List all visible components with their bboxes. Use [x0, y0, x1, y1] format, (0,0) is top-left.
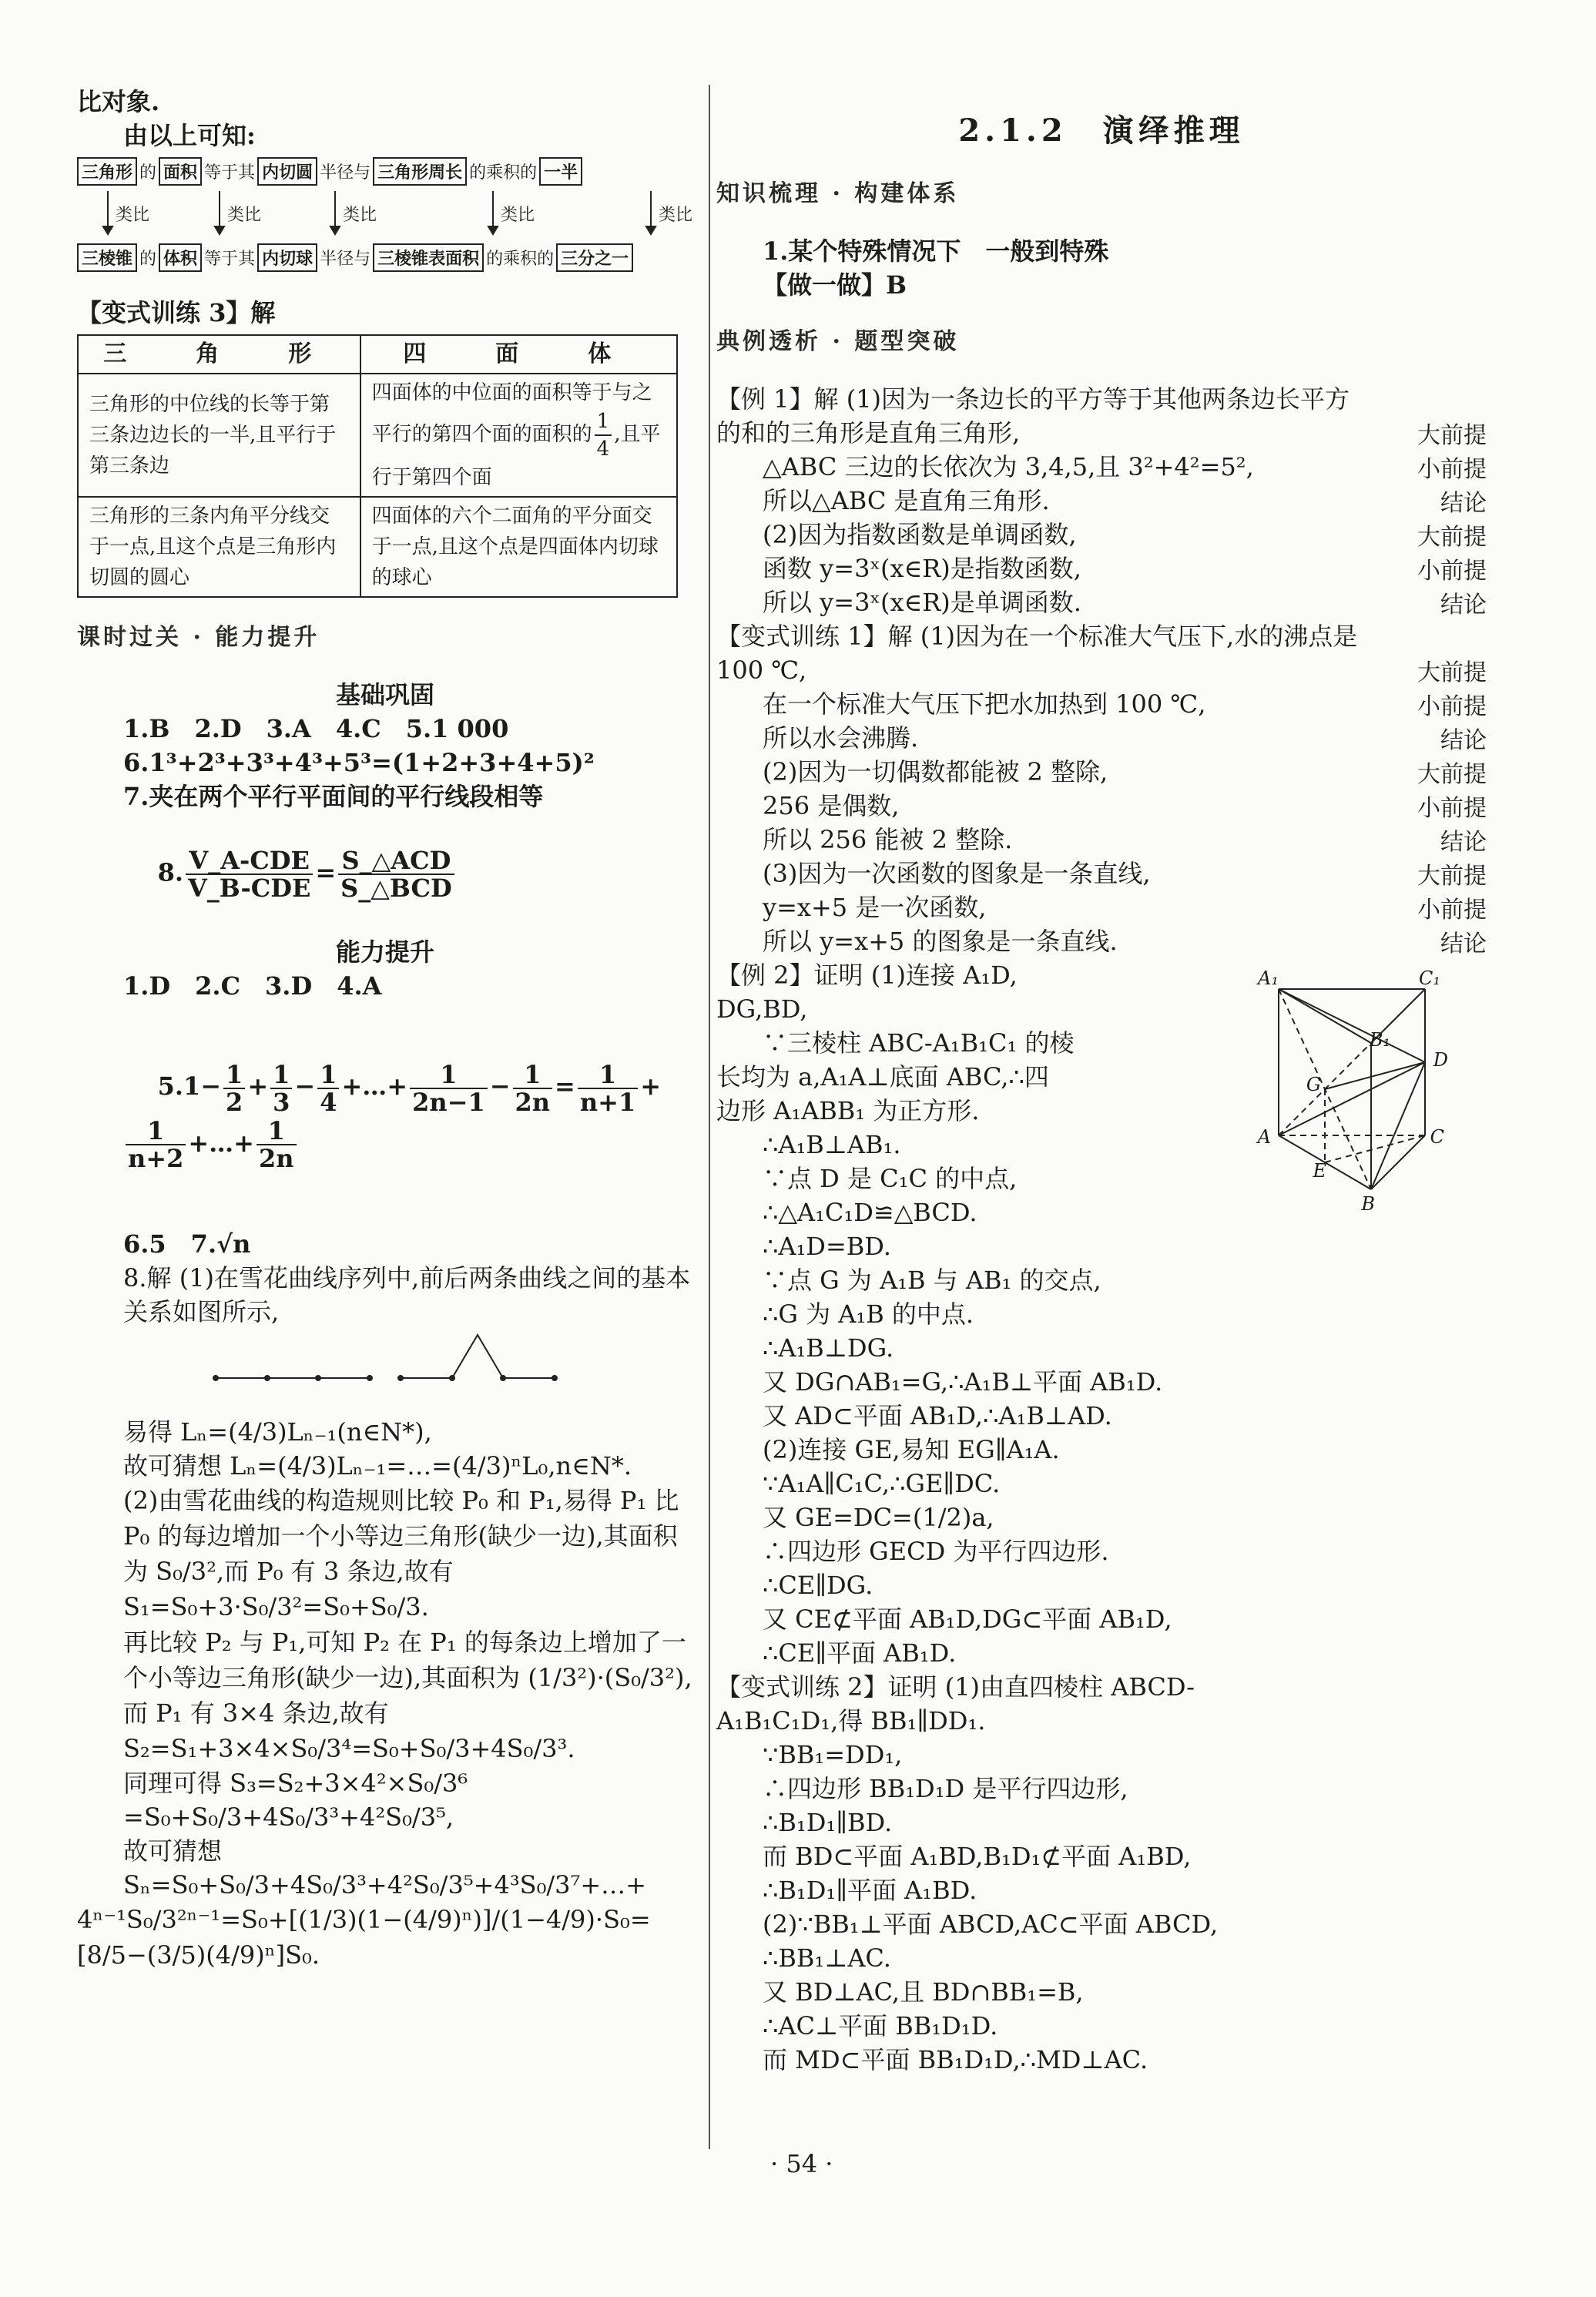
- example-2-line: 【例 2】证明 (1)连接 A₁D,: [716, 961, 1018, 990]
- tag-major: 大前提: [1417, 659, 1487, 686]
- analogy-top-row: [77, 157, 582, 186]
- fig-label: C₁: [1419, 967, 1440, 989]
- variant-1-text: 在一个标准大气压下把水加热到 100 ℃,: [763, 689, 1206, 719]
- example-1-text: 所以△ABC 是直角三角形.: [763, 486, 1050, 515]
- arrow-label: 类比: [659, 206, 693, 225]
- fraction: [338, 847, 454, 901]
- fraction: $\frac{1}{n+1}$: [578, 1061, 638, 1115]
- answer-line: 5.1− $\frac{1}{2}$ + $\frac{1}{3}$ − $\frac{1}{4}$ +…+ $\frac{1}{2n-1}$ − $\frac{1}{2n}$ = $\frac{1}{n+1}$ + $\frac{1}{n+2}$ +…+ $\frac{1}{2n}$: [77, 1003, 693, 1227]
- tag-minor: 小前提: [1417, 897, 1487, 924]
- fig-label: D: [1433, 1049, 1448, 1071]
- example-2-line: 又 CE⊄平面 AB₁D,DG⊂平面 AB₁D,: [763, 1605, 1172, 1634]
- ellipsis: +…+: [188, 1128, 254, 1158]
- frac-den: V_B-CDE: [187, 874, 311, 903]
- right-column: [716, 77, 1487, 2077]
- arrow-label: 类比: [116, 206, 150, 225]
- example-1-text: (2)因为指数函数是单调函数,: [763, 520, 1077, 549]
- example-2-line: 边形 A₁ABB₁ 为正方形.: [716, 1096, 980, 1125]
- fraction: $\frac{1}{2}$: [223, 1061, 245, 1115]
- box-insphere: 内切球: [257, 243, 317, 272]
- solution-text: =S₀+S₀/3+4S₀/3³+4²S₀/3⁵,: [123, 1802, 454, 1832]
- box-half: 一半: [539, 157, 582, 186]
- page-number-value: 54: [786, 2149, 818, 2178]
- solution-text: 同理可得 S₃=S₂+3×4²×S₀/3⁶: [123, 1769, 468, 1798]
- variant-2-line: 而 BD⊂平面 A₁BD,B₁D₁⊄平面 A₁BD,: [763, 1842, 1192, 1871]
- variant-2-line: (2)∵BB₁⊥平面 ABCD,AC⊂平面 ABCD,: [763, 1910, 1219, 1939]
- variant-1-text: (3)因为一次函数的图象是一条直线,: [763, 859, 1151, 888]
- subsection-basic: 基础巩固: [335, 680, 434, 709]
- column-divider: [709, 85, 710, 2149]
- arrow-label: 类比: [227, 206, 262, 225]
- answer-line: 1.B 2.D 3.A 4.C 5.1 000: [123, 714, 509, 743]
- answer-number: 8.: [157, 857, 183, 887]
- answer-line: 【做一做】B: [763, 270, 907, 300]
- solution-text: 4ⁿ⁻¹S₀/3²ⁿ⁻¹=S₀+[(1/3)(1−(4/9)ⁿ)]/(1−4/9)·S₀=[8/5−(3/5)(4/9)ⁿ]S₀.: [77, 1905, 651, 1970]
- variant-3-heading: 【变式训练 3】解: [77, 298, 276, 327]
- variant-1-text: (2)因为一切偶数都能被 2 整除,: [763, 757, 1108, 786]
- variant-1-text: 256 是偶数,: [763, 791, 900, 820]
- tag-conclusion: 结论: [1440, 490, 1487, 517]
- example-2-line: ∴四边形 GECD 为平行四边形.: [763, 1537, 1109, 1566]
- example-1-text: 函数 y=3ˣ(x∈R)是指数函数,: [763, 554, 1081, 583]
- arrow-label: 类比: [343, 206, 377, 225]
- tag-conclusion: 结论: [1440, 931, 1487, 957]
- fraction: $\frac{1}{2n-1}$: [410, 1061, 488, 1115]
- variant-1-text: 所以 256 能被 2 整除.: [763, 825, 1013, 854]
- answer-line: 1.D 2.C 3.D 4.A: [123, 971, 382, 1001]
- frac-num: 1: [595, 408, 612, 436]
- word-radius-1: 半径与: [320, 163, 371, 183]
- variant-1-text: 所以 y=x+5 的图象是一条直线.: [763, 927, 1118, 956]
- table-header: 三 角 形: [78, 335, 360, 374]
- box-incircle: 内切圆: [257, 157, 317, 186]
- example-2-block: [716, 958, 1487, 1670]
- table-cell: 三角形的三条内角平分线交于一点,且这个点是三角形内切圆的圆心: [78, 497, 360, 597]
- variant-2-line: A₁B₁C₁D₁,得 BB₁∥DD₁.: [716, 1706, 986, 1735]
- frac-num: V_A-CDE: [186, 847, 313, 875]
- frac-num: S_△ACD: [338, 847, 454, 875]
- answer-line: 7.夹在两个平行平面间的平行线段相等: [123, 782, 544, 811]
- example-2-line: ∴A₁B⊥AB₁.: [763, 1130, 901, 1159]
- example-2-line: ∴CE∥DG.: [763, 1571, 873, 1600]
- fraction: $\frac{1}{4}$: [317, 1061, 339, 1115]
- fraction: [186, 847, 313, 901]
- tag-major: 大前提: [1417, 422, 1487, 449]
- fraction: [595, 408, 612, 462]
- tag-conclusion: 结论: [1440, 727, 1487, 754]
- arrow-label: 类比: [501, 206, 535, 225]
- box-surface: 三棱锥表面积: [373, 243, 484, 272]
- example-2-line: ∵A₁A∥C₁C,∴GE∥DC.: [763, 1469, 1001, 1498]
- variant-2-line: 【变式训练 2】证明 (1)由直四棱柱 ABCD-: [716, 1672, 1195, 1702]
- tag-major: 大前提: [1417, 863, 1487, 890]
- variant-2-line: ∴BB₁⊥AC.: [763, 1943, 891, 1973]
- answer-number: 5.1−: [157, 1071, 222, 1101]
- table-cell: 四面体的六个二面角的平分面交于一点,且这个点是四面体内切球的球心: [360, 497, 677, 597]
- example-2-line: 长均为 a,A₁A⊥底面 ABC,∴四: [716, 1062, 1049, 1091]
- word-equals-1: 等于其: [204, 163, 256, 183]
- solution-text: 8.解 (1)在雪花曲线序列中,前后两条曲线之间的基本关系如图所示,: [123, 1263, 691, 1326]
- tag-conclusion: 结论: [1440, 592, 1487, 619]
- variant-2-line: ∵BB₁=DD₁,: [763, 1740, 903, 1769]
- frac-den: 4: [596, 438, 610, 461]
- word-de-1: 的: [139, 163, 157, 183]
- fig-label: E: [1313, 1160, 1326, 1182]
- table-header: 四 面 体: [360, 335, 677, 374]
- example-2-line: 又 AD⊂平面 AB₁D,∴A₁B⊥AD.: [763, 1401, 1112, 1430]
- example-2-line: ∴G 为 A₁B 的中点.: [763, 1299, 974, 1329]
- fraction: $\frac{1}{n+2}$: [126, 1118, 186, 1172]
- section-heading: 课时过关 · 能力提升: [77, 624, 320, 651]
- word-radius-2: 半径与: [320, 250, 371, 269]
- tag-minor: 小前提: [1417, 456, 1487, 483]
- analogy-arrows: [77, 189, 709, 236]
- comparison-table: [77, 334, 678, 598]
- solution-text: (2)由雪花曲线的构造规则比较 P₀ 和 P₁,易得 P₁ 比 P₀ 的每边增加一个小等边三角形(缺少一边),其面积为 S₀/3²,而 P₀ 有 3 条边,故有 S₁=S₀+3·S₀/3²=S₀+S₀/3.: [123, 1486, 687, 1621]
- answer-line: 6.5 7.√n: [123, 1229, 251, 1259]
- section-heading: 知识梳理 · 构建体系: [716, 180, 960, 207]
- answer-line: [77, 813, 693, 935]
- solution-text: 再比较 P₂ 与 P₁,可知 P₂ 在 P₁ 的每条边上增加了一个小等边三角形(缺少一边),其面积为 (1/3²)·(S₀/3²),而 P₁ 有 3×4 条边,故有 S₂=S₁+3×4×S₀/3⁴=S₀+S₀/3+4S₀/3³.: [123, 1628, 692, 1763]
- ellipsis: +…+: [341, 1071, 408, 1101]
- tag-minor: 小前提: [1417, 693, 1487, 720]
- analogy-diagram: [77, 157, 693, 288]
- box-area: 面积: [159, 157, 202, 186]
- tag-minor: 小前提: [1417, 795, 1487, 822]
- fig-label: C: [1430, 1126, 1444, 1148]
- example-1-text: △ABC 三边的长依次为 3,4,5,且 3²+4²=5²,: [763, 452, 1254, 481]
- variant-1-text: y=x+5 是一次函数,: [763, 893, 987, 922]
- variant-2-line: ∴AC⊥平面 BB₁D₁D.: [763, 2011, 998, 2040]
- example-2-line: ∴CE∥平面 AB₁D.: [763, 1638, 957, 1668]
- example-2-line: ∴A₁B⊥DG.: [763, 1333, 894, 1363]
- word-de-2: 的: [139, 250, 157, 269]
- example-1-text: 所以 y=3ˣ(x∈R)是单调函数.: [763, 588, 1081, 617]
- equals: =: [315, 857, 337, 887]
- fraction: $\frac{1}{3}$: [270, 1061, 292, 1115]
- solution-text: 故可猜想 Sₙ=S₀+S₀/3+4S₀/3³+4²S₀/3⁵+4³S₀/3⁷+…+: [123, 1836, 646, 1900]
- box-third: 三分之一: [556, 243, 633, 272]
- frac-den: S_△BCD: [340, 874, 452, 903]
- variant-2-line: 又 BD⊥AC,且 BD∩BB₁=B,: [763, 1977, 1084, 2007]
- table-cell: 三角形的中位线的长等于第三条边边长的一半,且平行于第三条边: [78, 374, 360, 497]
- tag-minor: 小前提: [1417, 558, 1487, 585]
- page-number: · 54 ·: [770, 2149, 833, 2178]
- answer-line: 6.1³+2³+3³+4³+5³=(1+2+3+4+5)²: [123, 748, 595, 777]
- box-volume: 体积: [159, 243, 202, 272]
- example-2-line: ∴A₁D=BD.: [763, 1232, 891, 1261]
- example-2-line: DG,BD,: [716, 994, 808, 1024]
- solution-text: 故可猜想 Lₙ=(4/3)Lₙ₋₁=…=(4/3)ⁿL₀,n∈N*.: [123, 1451, 632, 1480]
- fraction: $\frac{1}{2n}$: [513, 1061, 553, 1115]
- example-2-line: 又 GE=DC=(1/2)a,: [763, 1503, 994, 1532]
- answer-line: 1.某个特殊情况下 一般到特殊: [763, 236, 1109, 266]
- fig-label: A: [1257, 1126, 1271, 1148]
- table-row: [78, 374, 677, 497]
- variant-1-text: 所以水会沸腾.: [763, 723, 919, 753]
- box-perimeter: 三角形周长: [373, 157, 467, 186]
- example-2-line: ∵三棱柱 ABC-A₁B₁C₁ 的棱: [763, 1028, 1075, 1058]
- tag-major: 大前提: [1417, 761, 1487, 788]
- left-column: [77, 85, 693, 1973]
- solution-text: 易得 Lₙ=(4/3)Lₙ₋₁(n∈N*),: [123, 1417, 432, 1447]
- fig-label: B₁: [1369, 1029, 1390, 1051]
- cell-text: ,且平行于第四个面: [371, 423, 661, 489]
- example-2-line: ∵点 D 是 C₁C 的中点,: [763, 1164, 1018, 1193]
- conclusion-lead: 由以上可知:: [123, 121, 256, 150]
- example-2-line: ∴△A₁C₁D≌△BCD.: [763, 1198, 977, 1227]
- cell-text: 四面体的中位面的面积等于与之平行的第四个面的面积的: [371, 381, 652, 446]
- fraction: $\frac{1}{2n}$: [256, 1118, 297, 1172]
- page-title: 2.1.2 演绎推理: [958, 112, 1245, 149]
- analogy-bottom-row: [77, 243, 633, 272]
- table-cell: [360, 374, 677, 497]
- intro-text: 比对象.: [77, 87, 160, 116]
- variant-2-line: ∴四边形 BB₁D₁D 是平行四边形,: [763, 1774, 1128, 1803]
- tag-conclusion: 结论: [1440, 829, 1487, 856]
- variant-2-line: ∴B₁D₁∥平面 A₁BD.: [763, 1876, 977, 1905]
- example-2-line: ∵点 G 为 A₁B 与 AB₁ 的交点,: [763, 1266, 1101, 1295]
- fig-label: B: [1361, 1193, 1375, 1215]
- example-2-line: 又 DG∩AB₁=G,∴A₁B⊥平面 AB₁D.: [763, 1367, 1163, 1397]
- word-product-2: 的乘积的: [486, 250, 555, 269]
- fig-label: G: [1306, 1074, 1321, 1095]
- word-equals-2: 等于其: [204, 250, 256, 269]
- subsection-ability: 能力提升: [335, 937, 434, 967]
- variant-2-line: 而 MD⊂平面 BB₁D₁D,∴MD⊥AC.: [763, 2045, 1148, 2074]
- tag-major: 大前提: [1417, 524, 1487, 551]
- variant-1-text: 【变式训练 1】解 (1)因为在一个标准大气压下,水的沸点是 100 ℃,: [716, 622, 1366, 685]
- variant-2-line: ∴B₁D₁∥BD.: [763, 1808, 893, 1837]
- snowflake-curve-figure: [77, 1332, 678, 1409]
- section-heading: 典例透析 · 题型突破: [716, 328, 960, 355]
- table-row: [78, 497, 677, 597]
- box-pyramid: 三棱锥: [77, 243, 137, 272]
- example-2-line: (2)连接 GE,易知 EG∥A₁A.: [763, 1435, 1060, 1464]
- box-triangle: 三角形: [77, 157, 137, 186]
- word-product-1: 的乘积的: [469, 163, 538, 183]
- fig-label: A₁: [1258, 967, 1279, 989]
- example-1-text: 【例 1】解 (1)因为一条边长的平方等于其他两条边长平方的和的三角形是直角三角形,: [716, 384, 1350, 448]
